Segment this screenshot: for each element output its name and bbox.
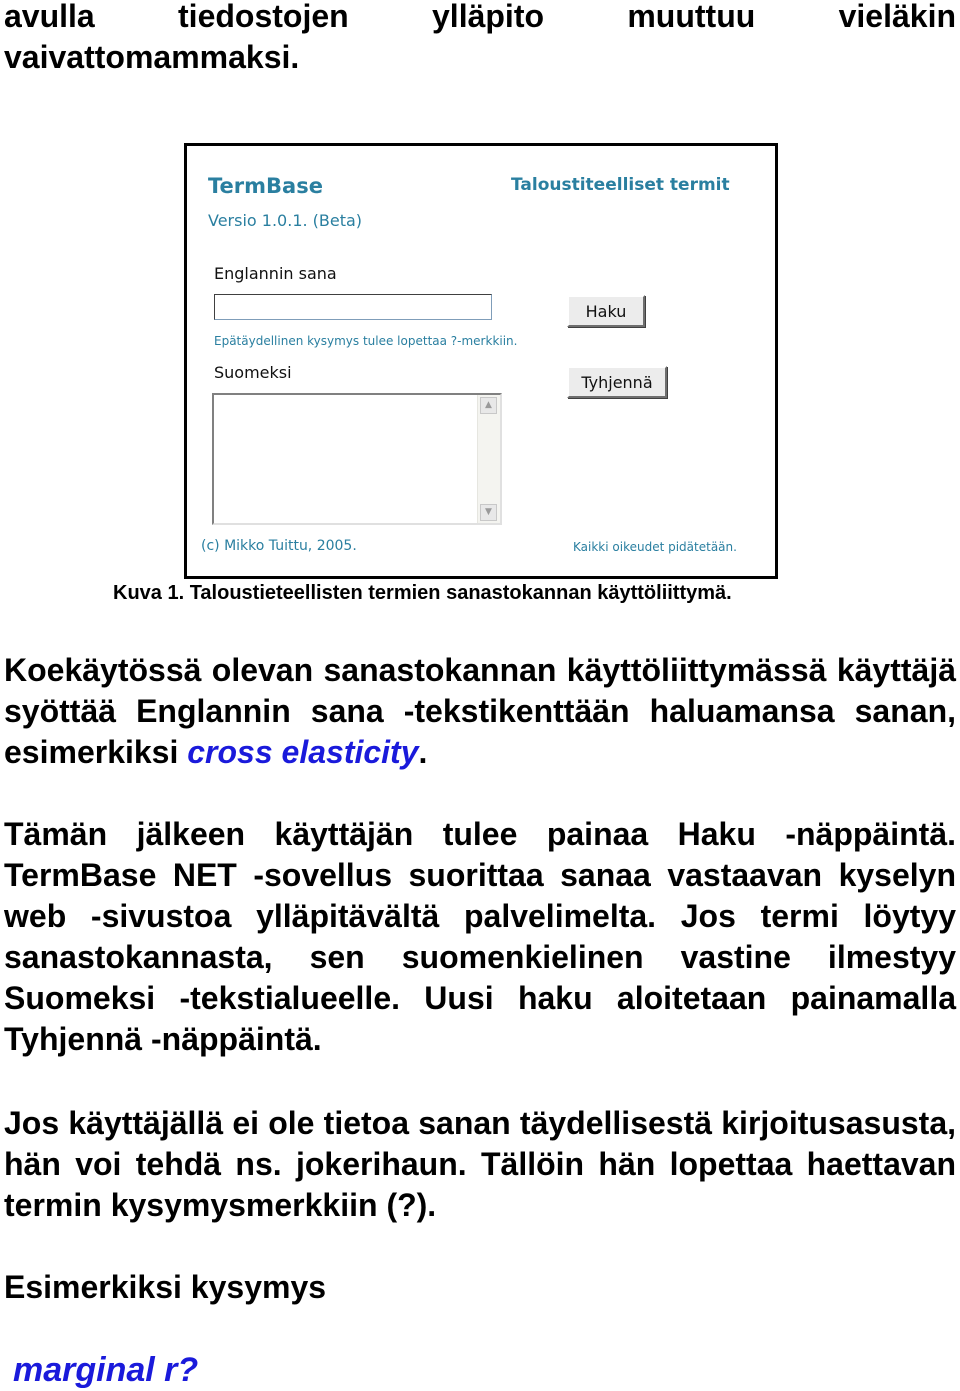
paragraph-usage-text: Koekäytössä olevan sanastokannan käyttöliittymässä käyttäjä syöttää Englannin sana -tekstikenttään haluamansa sanan, esimerkiksi [4, 652, 956, 770]
paragraph-example-intro: Esimerkiksi kysymys [4, 1269, 327, 1305]
top-paragraph [4, 0, 956, 78]
finnish-result-textarea[interactable] [212, 393, 502, 525]
vertical-scrollbar[interactable] [477, 395, 500, 523]
app-version: Versio 1.0.1. (Beta) [208, 211, 363, 230]
example-term: cross elasticity [187, 734, 419, 770]
paragraph-wildcard: Jos käyttäjällä ei ole tietoa sanan täydellisestä kirjoitusasusta, hän voi tehdä ns. jokerihaun. Tällöin hän lopettaa haettavan termin kysymysmerkkiin (?). [4, 1105, 956, 1223]
search-button[interactable]: Haku [567, 295, 645, 327]
paragraph-usage-end: . [418, 734, 428, 770]
finnish-label: Suomeksi [214, 363, 292, 382]
figure-caption: Kuva 1. Taloustieteellisten termien sanastokannan käyttöliittymä. [113, 582, 732, 604]
wildcard-hint: Epätäydellinen kysymys tulee lopettaa ?-merkkiin. [214, 334, 518, 348]
top-paragraph-line2: vaivattomammaksi. [4, 39, 300, 75]
paragraph-search: Tämän jälkeen käyttäjän tulee painaa Haku -näppäintä. TermBase NET -sovellus suorittaa sanaa vastaavan kyselyn web -sivustoa ylläpitävältä palvelimelta. Jos termi löytyy sanastokannasta, sen suomenkielinen vastine ilmestyy Suomeksi -tekstialueelle. Uusi haku aloitetaan painamalla Tyhjennä -näppäintä. [4, 816, 956, 1057]
subject-title: Taloustiteelliset termit [511, 175, 730, 195]
termbase-screenshot [184, 143, 778, 579]
copyright-text: (c) Mikko Tuittu, 2005. [201, 538, 357, 554]
english-word-input[interactable] [214, 294, 492, 320]
paragraph-usage [4, 650, 956, 773]
scroll-down-icon[interactable]: ▼ [480, 504, 497, 521]
top-paragraph-line1: avulla tiedostojen ylläpito muuttuu vieläkin [4, 0, 956, 34]
clear-button[interactable]: Tyhjennä [567, 366, 667, 398]
english-word-label: Englannin sana [214, 264, 337, 283]
scroll-up-icon[interactable]: ▲ [480, 397, 497, 414]
app-title: TermBase [208, 174, 323, 198]
example-query: marginal r? [13, 1351, 199, 1389]
rights-text: Kaikki oikeudet pidätetään. [573, 540, 737, 554]
